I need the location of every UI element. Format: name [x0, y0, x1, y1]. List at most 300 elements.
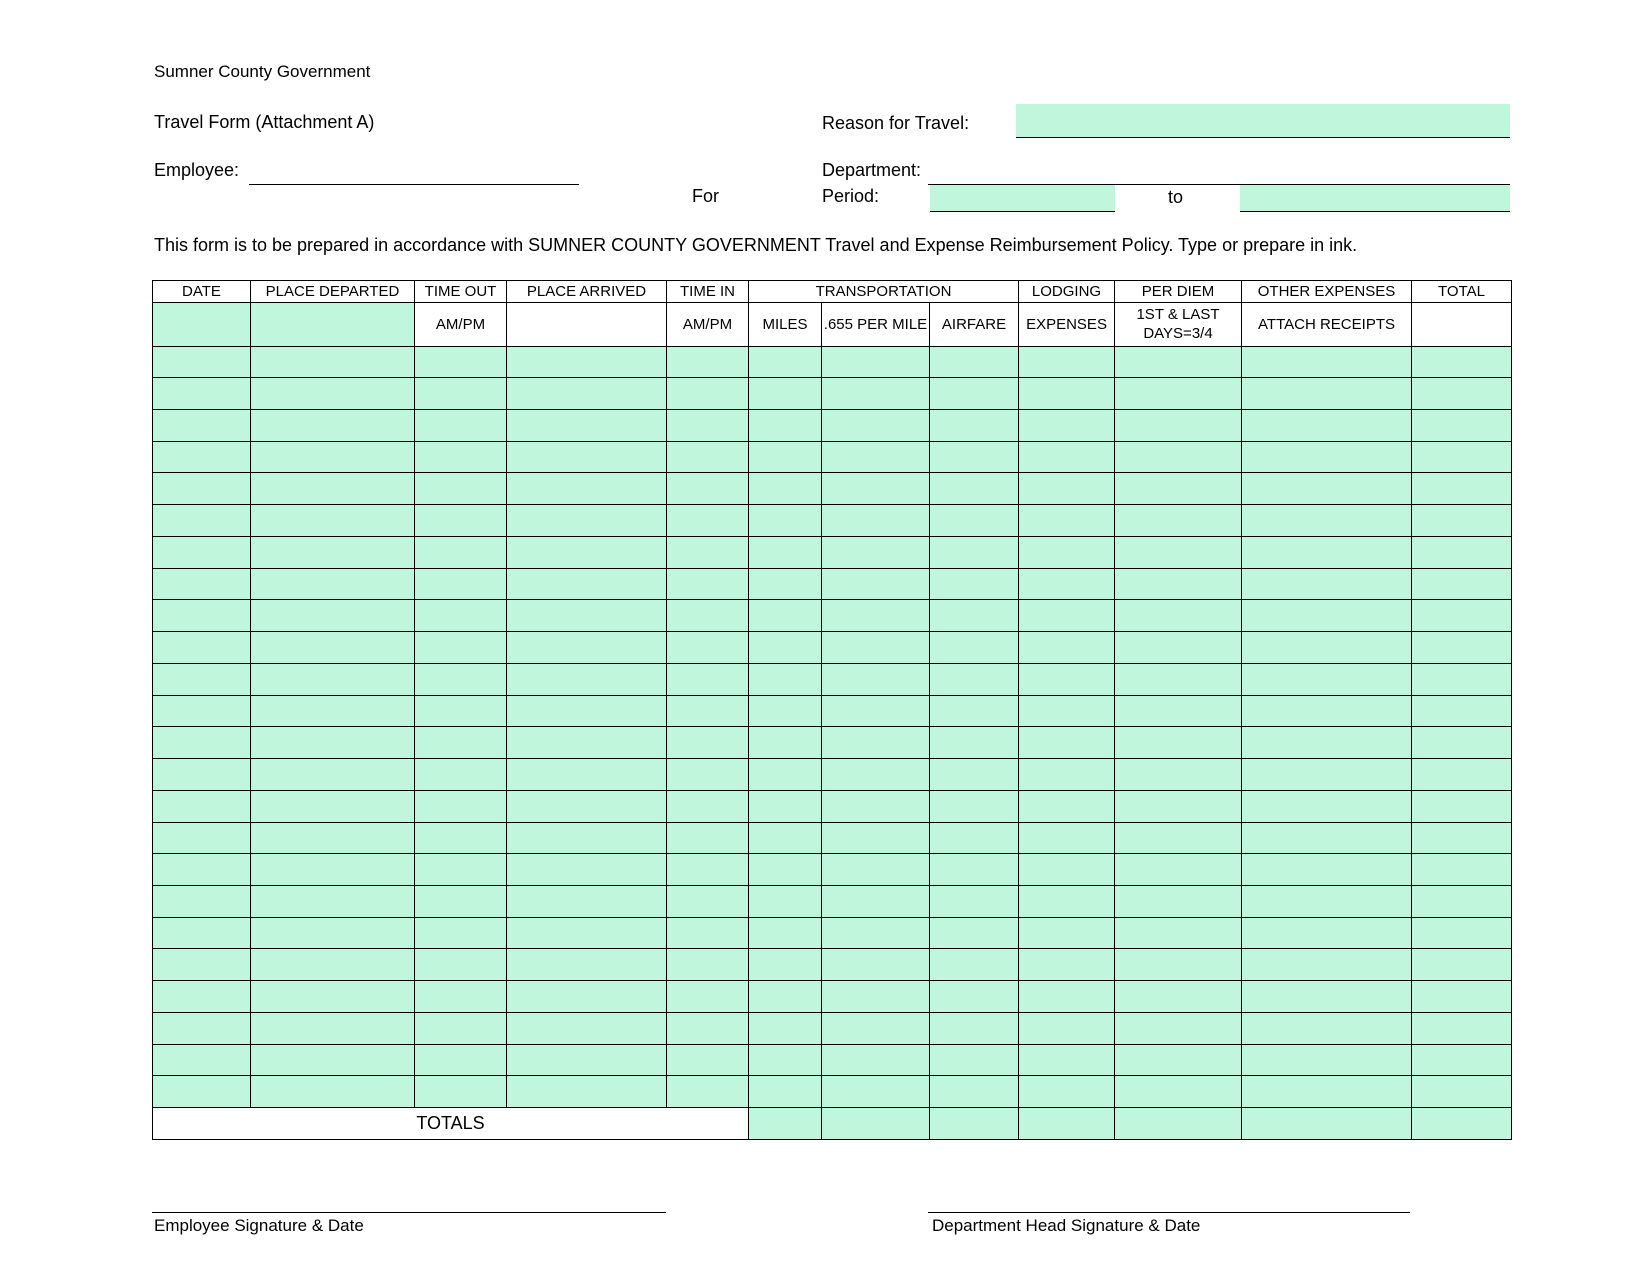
cell-place-arrived[interactable] — [507, 790, 667, 822]
cell-rate[interactable] — [822, 536, 930, 568]
cell-time-out[interactable] — [415, 949, 507, 981]
cell-lodging[interactable] — [1019, 378, 1115, 410]
cell-other[interactable] — [1242, 346, 1412, 378]
cell-place-arrived[interactable] — [507, 1076, 667, 1108]
cell-per-diem[interactable] — [1115, 632, 1242, 664]
cell-other[interactable] — [1242, 822, 1412, 854]
cell-date[interactable] — [153, 695, 251, 727]
cell-time-in[interactable] — [667, 346, 749, 378]
cell-place-arrived[interactable] — [507, 409, 667, 441]
cell-time-in[interactable] — [667, 663, 749, 695]
cell-total[interactable] — [1412, 409, 1512, 441]
department-head-signature-line[interactable] — [928, 1212, 1410, 1213]
cell-airfare[interactable] — [930, 917, 1019, 949]
cell-per-diem[interactable] — [1115, 1076, 1242, 1108]
cell-place-departed[interactable] — [251, 378, 415, 410]
cell-date[interactable] — [153, 759, 251, 791]
cell-lodging[interactable] — [1019, 536, 1115, 568]
cell-time-out[interactable] — [415, 790, 507, 822]
cell-other[interactable] — [1242, 1076, 1412, 1108]
cell-rate[interactable] — [822, 854, 930, 886]
cell-per-diem[interactable] — [1115, 663, 1242, 695]
cell-other[interactable] — [1242, 600, 1412, 632]
cell-total[interactable] — [1412, 949, 1512, 981]
cell-lodging[interactable] — [1019, 759, 1115, 791]
subheader-date-cell[interactable] — [153, 302, 251, 346]
cell-other[interactable] — [1242, 505, 1412, 537]
cell-airfare[interactable] — [930, 663, 1019, 695]
cell-place-arrived[interactable] — [507, 536, 667, 568]
cell-miles[interactable] — [749, 1012, 822, 1044]
cell-time-in[interactable] — [667, 1044, 749, 1076]
cell-time-in[interactable] — [667, 886, 749, 918]
cell-place-departed[interactable] — [251, 505, 415, 537]
cell-place-arrived[interactable] — [507, 917, 667, 949]
cell-airfare[interactable] — [930, 568, 1019, 600]
cell-place-departed[interactable] — [251, 886, 415, 918]
cell-time-out[interactable] — [415, 759, 507, 791]
cell-rate[interactable] — [822, 886, 930, 918]
cell-place-departed[interactable] — [251, 727, 415, 759]
cell-other[interactable] — [1242, 917, 1412, 949]
cell-place-arrived[interactable] — [507, 949, 667, 981]
cell-rate[interactable] — [822, 822, 930, 854]
cell-total[interactable] — [1412, 378, 1512, 410]
cell-place-arrived[interactable] — [507, 632, 667, 664]
department-field[interactable] — [928, 163, 1510, 185]
cell-time-in[interactable] — [667, 568, 749, 600]
cell-airfare[interactable] — [930, 505, 1019, 537]
cell-per-diem[interactable] — [1115, 378, 1242, 410]
cell-lodging[interactable] — [1019, 1012, 1115, 1044]
cell-airfare[interactable] — [930, 1012, 1019, 1044]
cell-time-out[interactable] — [415, 886, 507, 918]
cell-per-diem[interactable] — [1115, 886, 1242, 918]
cell-time-in[interactable] — [667, 473, 749, 505]
cell-lodging[interactable] — [1019, 727, 1115, 759]
cell-time-in[interactable] — [667, 441, 749, 473]
cell-place-departed[interactable] — [251, 473, 415, 505]
cell-lodging[interactable] — [1019, 473, 1115, 505]
cell-lodging[interactable] — [1019, 854, 1115, 886]
cell-time-out[interactable] — [415, 1076, 507, 1108]
cell-miles[interactable] — [749, 409, 822, 441]
cell-other[interactable] — [1242, 568, 1412, 600]
cell-place-arrived[interactable] — [507, 568, 667, 600]
cell-date[interactable] — [153, 473, 251, 505]
cell-rate[interactable] — [822, 1044, 930, 1076]
cell-total[interactable] — [1412, 759, 1512, 791]
cell-other[interactable] — [1242, 854, 1412, 886]
cell-total[interactable] — [1412, 1012, 1512, 1044]
cell-date[interactable] — [153, 1076, 251, 1108]
cell-date[interactable] — [153, 1012, 251, 1044]
cell-miles[interactable] — [749, 505, 822, 537]
cell-time-in[interactable] — [667, 378, 749, 410]
cell-lodging[interactable] — [1019, 632, 1115, 664]
cell-place-departed[interactable] — [251, 1012, 415, 1044]
cell-other[interactable] — [1242, 663, 1412, 695]
cell-place-departed[interactable] — [251, 536, 415, 568]
cell-time-in[interactable] — [667, 536, 749, 568]
cell-lodging[interactable] — [1019, 1076, 1115, 1108]
cell-date[interactable] — [153, 886, 251, 918]
cell-date[interactable] — [153, 727, 251, 759]
cell-rate[interactable] — [822, 981, 930, 1013]
cell-other[interactable] — [1242, 409, 1412, 441]
cell-time-in[interactable] — [667, 1012, 749, 1044]
cell-other[interactable] — [1242, 1044, 1412, 1076]
cell-rate[interactable] — [822, 409, 930, 441]
cell-date[interactable] — [153, 822, 251, 854]
cell-place-departed[interactable] — [251, 790, 415, 822]
cell-airfare[interactable] — [930, 378, 1019, 410]
cell-rate[interactable] — [822, 663, 930, 695]
cell-time-out[interactable] — [415, 854, 507, 886]
cell-other[interactable] — [1242, 632, 1412, 664]
cell-airfare[interactable] — [930, 790, 1019, 822]
cell-airfare[interactable] — [930, 886, 1019, 918]
cell-place-arrived[interactable] — [507, 695, 667, 727]
cell-lodging[interactable] — [1019, 790, 1115, 822]
cell-lodging[interactable] — [1019, 949, 1115, 981]
cell-place-departed[interactable] — [251, 949, 415, 981]
cell-place-departed[interactable] — [251, 822, 415, 854]
cell-time-out[interactable] — [415, 378, 507, 410]
cell-other[interactable] — [1242, 1012, 1412, 1044]
cell-rate[interactable] — [822, 949, 930, 981]
cell-lodging[interactable] — [1019, 1044, 1115, 1076]
cell-time-out[interactable] — [415, 981, 507, 1013]
cell-per-diem[interactable] — [1115, 600, 1242, 632]
cell-total[interactable] — [1412, 981, 1512, 1013]
cell-rate[interactable] — [822, 727, 930, 759]
cell-per-diem[interactable] — [1115, 536, 1242, 568]
cell-total[interactable] — [1412, 886, 1512, 918]
cell-place-arrived[interactable] — [507, 759, 667, 791]
cell-date[interactable] — [153, 854, 251, 886]
cell-airfare[interactable] — [930, 1076, 1019, 1108]
cell-total[interactable] — [1412, 790, 1512, 822]
cell-time-in[interactable] — [667, 759, 749, 791]
cell-rate[interactable] — [822, 473, 930, 505]
cell-lodging[interactable] — [1019, 346, 1115, 378]
cell-airfare[interactable] — [930, 727, 1019, 759]
cell-time-out[interactable] — [415, 632, 507, 664]
cell-time-out[interactable] — [415, 727, 507, 759]
cell-place-departed[interactable] — [251, 568, 415, 600]
cell-time-out[interactable] — [415, 1044, 507, 1076]
cell-miles[interactable] — [749, 663, 822, 695]
cell-time-out[interactable] — [415, 409, 507, 441]
cell-per-diem[interactable] — [1115, 759, 1242, 791]
cell-rate[interactable] — [822, 505, 930, 537]
cell-time-in[interactable] — [667, 1076, 749, 1108]
cell-lodging[interactable] — [1019, 568, 1115, 600]
totals-total[interactable] — [1412, 1108, 1512, 1140]
cell-other[interactable] — [1242, 981, 1412, 1013]
cell-total[interactable] — [1412, 600, 1512, 632]
cell-place-departed[interactable] — [251, 854, 415, 886]
cell-per-diem[interactable] — [1115, 695, 1242, 727]
cell-miles[interactable] — [749, 473, 822, 505]
cell-total[interactable] — [1412, 854, 1512, 886]
cell-lodging[interactable] — [1019, 441, 1115, 473]
cell-airfare[interactable] — [930, 695, 1019, 727]
cell-rate[interactable] — [822, 441, 930, 473]
cell-total[interactable] — [1412, 1076, 1512, 1108]
cell-date[interactable] — [153, 1044, 251, 1076]
cell-airfare[interactable] — [930, 409, 1019, 441]
cell-time-in[interactable] — [667, 790, 749, 822]
cell-time-out[interactable] — [415, 663, 507, 695]
cell-per-diem[interactable] — [1115, 473, 1242, 505]
cell-date[interactable] — [153, 981, 251, 1013]
cell-place-arrived[interactable] — [507, 346, 667, 378]
cell-date[interactable] — [153, 378, 251, 410]
cell-time-in[interactable] — [667, 949, 749, 981]
cell-per-diem[interactable] — [1115, 949, 1242, 981]
cell-total[interactable] — [1412, 727, 1512, 759]
cell-time-out[interactable] — [415, 346, 507, 378]
cell-rate[interactable] — [822, 632, 930, 664]
cell-total[interactable] — [1412, 1044, 1512, 1076]
cell-lodging[interactable] — [1019, 600, 1115, 632]
cell-time-out[interactable] — [415, 695, 507, 727]
cell-date[interactable] — [153, 663, 251, 695]
cell-total[interactable] — [1412, 822, 1512, 854]
employee-signature-line[interactable] — [152, 1212, 666, 1213]
cell-time-in[interactable] — [667, 981, 749, 1013]
cell-date[interactable] — [153, 568, 251, 600]
cell-place-arrived[interactable] — [507, 1044, 667, 1076]
cell-per-diem[interactable] — [1115, 854, 1242, 886]
employee-field[interactable] — [249, 163, 579, 185]
cell-total[interactable] — [1412, 663, 1512, 695]
cell-airfare[interactable] — [930, 600, 1019, 632]
cell-miles[interactable] — [749, 600, 822, 632]
cell-place-arrived[interactable] — [507, 1012, 667, 1044]
cell-per-diem[interactable] — [1115, 790, 1242, 822]
cell-other[interactable] — [1242, 759, 1412, 791]
cell-date[interactable] — [153, 346, 251, 378]
cell-place-departed[interactable] — [251, 632, 415, 664]
cell-time-in[interactable] — [667, 822, 749, 854]
totals-lodging[interactable] — [1019, 1108, 1115, 1140]
cell-rate[interactable] — [822, 790, 930, 822]
cell-per-diem[interactable] — [1115, 1012, 1242, 1044]
cell-other[interactable] — [1242, 695, 1412, 727]
cell-rate[interactable] — [822, 1012, 930, 1044]
cell-place-arrived[interactable] — [507, 886, 667, 918]
cell-miles[interactable] — [749, 981, 822, 1013]
cell-lodging[interactable] — [1019, 822, 1115, 854]
cell-place-arrived[interactable] — [507, 473, 667, 505]
cell-miles[interactable] — [749, 759, 822, 791]
cell-time-out[interactable] — [415, 473, 507, 505]
cell-other[interactable] — [1242, 790, 1412, 822]
cell-time-in[interactable] — [667, 695, 749, 727]
cell-airfare[interactable] — [930, 536, 1019, 568]
cell-lodging[interactable] — [1019, 695, 1115, 727]
cell-lodging[interactable] — [1019, 409, 1115, 441]
cell-place-arrived[interactable] — [507, 505, 667, 537]
cell-per-diem[interactable] — [1115, 505, 1242, 537]
cell-time-in[interactable] — [667, 505, 749, 537]
cell-date[interactable] — [153, 632, 251, 664]
cell-miles[interactable] — [749, 1076, 822, 1108]
cell-place-departed[interactable] — [251, 981, 415, 1013]
cell-miles[interactable] — [749, 695, 822, 727]
cell-miles[interactable] — [749, 790, 822, 822]
cell-total[interactable] — [1412, 441, 1512, 473]
cell-rate[interactable] — [822, 695, 930, 727]
cell-place-departed[interactable] — [251, 441, 415, 473]
cell-airfare[interactable] — [930, 759, 1019, 791]
cell-total[interactable] — [1412, 695, 1512, 727]
cell-other[interactable] — [1242, 536, 1412, 568]
cell-time-in[interactable] — [667, 600, 749, 632]
cell-airfare[interactable] — [930, 441, 1019, 473]
cell-place-departed[interactable] — [251, 917, 415, 949]
cell-place-arrived[interactable] — [507, 600, 667, 632]
cell-total[interactable] — [1412, 632, 1512, 664]
totals-rate[interactable] — [822, 1108, 930, 1140]
cell-time-out[interactable] — [415, 505, 507, 537]
cell-date[interactable] — [153, 600, 251, 632]
cell-per-diem[interactable] — [1115, 1044, 1242, 1076]
cell-rate[interactable] — [822, 568, 930, 600]
totals-per-diem[interactable] — [1115, 1108, 1242, 1140]
cell-airfare[interactable] — [930, 822, 1019, 854]
cell-lodging[interactable] — [1019, 663, 1115, 695]
cell-place-arrived[interactable] — [507, 981, 667, 1013]
cell-time-in[interactable] — [667, 854, 749, 886]
cell-time-out[interactable] — [415, 568, 507, 600]
cell-time-in[interactable] — [667, 409, 749, 441]
cell-airfare[interactable] — [930, 632, 1019, 664]
cell-other[interactable] — [1242, 441, 1412, 473]
cell-other[interactable] — [1242, 473, 1412, 505]
cell-place-departed[interactable] — [251, 409, 415, 441]
cell-lodging[interactable] — [1019, 886, 1115, 918]
cell-total[interactable] — [1412, 917, 1512, 949]
cell-miles[interactable] — [749, 886, 822, 918]
cell-time-out[interactable] — [415, 917, 507, 949]
cell-place-departed[interactable] — [251, 346, 415, 378]
cell-place-arrived[interactable] — [507, 854, 667, 886]
cell-airfare[interactable] — [930, 346, 1019, 378]
cell-place-arrived[interactable] — [507, 441, 667, 473]
cell-lodging[interactable] — [1019, 505, 1115, 537]
cell-miles[interactable] — [749, 727, 822, 759]
cell-time-out[interactable] — [415, 600, 507, 632]
totals-other[interactable] — [1242, 1108, 1412, 1140]
cell-other[interactable] — [1242, 949, 1412, 981]
cell-miles[interactable] — [749, 346, 822, 378]
cell-miles[interactable] — [749, 949, 822, 981]
cell-total[interactable] — [1412, 505, 1512, 537]
cell-date[interactable] — [153, 917, 251, 949]
period-end-field[interactable] — [1240, 185, 1510, 212]
cell-date[interactable] — [153, 505, 251, 537]
cell-place-arrived[interactable] — [507, 378, 667, 410]
cell-miles[interactable] — [749, 854, 822, 886]
cell-per-diem[interactable] — [1115, 568, 1242, 600]
cell-place-arrived[interactable] — [507, 663, 667, 695]
cell-date[interactable] — [153, 790, 251, 822]
cell-total[interactable] — [1412, 536, 1512, 568]
cell-place-departed[interactable] — [251, 1076, 415, 1108]
cell-airfare[interactable] — [930, 949, 1019, 981]
cell-miles[interactable] — [749, 441, 822, 473]
cell-time-in[interactable] — [667, 727, 749, 759]
cell-miles[interactable] — [749, 378, 822, 410]
cell-place-departed[interactable] — [251, 695, 415, 727]
cell-airfare[interactable] — [930, 1044, 1019, 1076]
cell-rate[interactable] — [822, 378, 930, 410]
cell-total[interactable] — [1412, 568, 1512, 600]
cell-lodging[interactable] — [1019, 917, 1115, 949]
reason-field[interactable] — [1016, 104, 1510, 138]
cell-rate[interactable] — [822, 346, 930, 378]
cell-miles[interactable] — [749, 822, 822, 854]
totals-miles[interactable] — [749, 1108, 822, 1140]
cell-lodging[interactable] — [1019, 981, 1115, 1013]
cell-per-diem[interactable] — [1115, 822, 1242, 854]
cell-place-departed[interactable] — [251, 1044, 415, 1076]
cell-total[interactable] — [1412, 346, 1512, 378]
cell-total[interactable] — [1412, 473, 1512, 505]
cell-place-arrived[interactable] — [507, 822, 667, 854]
totals-airfare[interactable] — [930, 1108, 1019, 1140]
cell-date[interactable] — [153, 441, 251, 473]
cell-rate[interactable] — [822, 759, 930, 791]
cell-place-departed[interactable] — [251, 663, 415, 695]
cell-miles[interactable] — [749, 536, 822, 568]
cell-place-departed[interactable] — [251, 759, 415, 791]
cell-miles[interactable] — [749, 632, 822, 664]
cell-per-diem[interactable] — [1115, 441, 1242, 473]
cell-airfare[interactable] — [930, 854, 1019, 886]
cell-date[interactable] — [153, 409, 251, 441]
subheader-place-departed-cell[interactable] — [251, 302, 415, 346]
cell-other[interactable] — [1242, 886, 1412, 918]
cell-per-diem[interactable] — [1115, 409, 1242, 441]
cell-date[interactable] — [153, 949, 251, 981]
cell-miles[interactable] — [749, 917, 822, 949]
cell-rate[interactable] — [822, 600, 930, 632]
cell-time-out[interactable] — [415, 822, 507, 854]
cell-other[interactable] — [1242, 727, 1412, 759]
cell-date[interactable] — [153, 536, 251, 568]
cell-time-in[interactable] — [667, 917, 749, 949]
cell-time-out[interactable] — [415, 1012, 507, 1044]
cell-per-diem[interactable] — [1115, 346, 1242, 378]
cell-rate[interactable] — [822, 917, 930, 949]
cell-time-in[interactable] — [667, 632, 749, 664]
cell-miles[interactable] — [749, 1044, 822, 1076]
cell-time-out[interactable] — [415, 536, 507, 568]
cell-per-diem[interactable] — [1115, 981, 1242, 1013]
cell-per-diem[interactable] — [1115, 917, 1242, 949]
cell-place-arrived[interactable] — [507, 727, 667, 759]
cell-per-diem[interactable] — [1115, 727, 1242, 759]
cell-airfare[interactable] — [930, 473, 1019, 505]
cell-time-out[interactable] — [415, 441, 507, 473]
period-start-field[interactable] — [930, 185, 1115, 212]
cell-airfare[interactable] — [930, 981, 1019, 1013]
